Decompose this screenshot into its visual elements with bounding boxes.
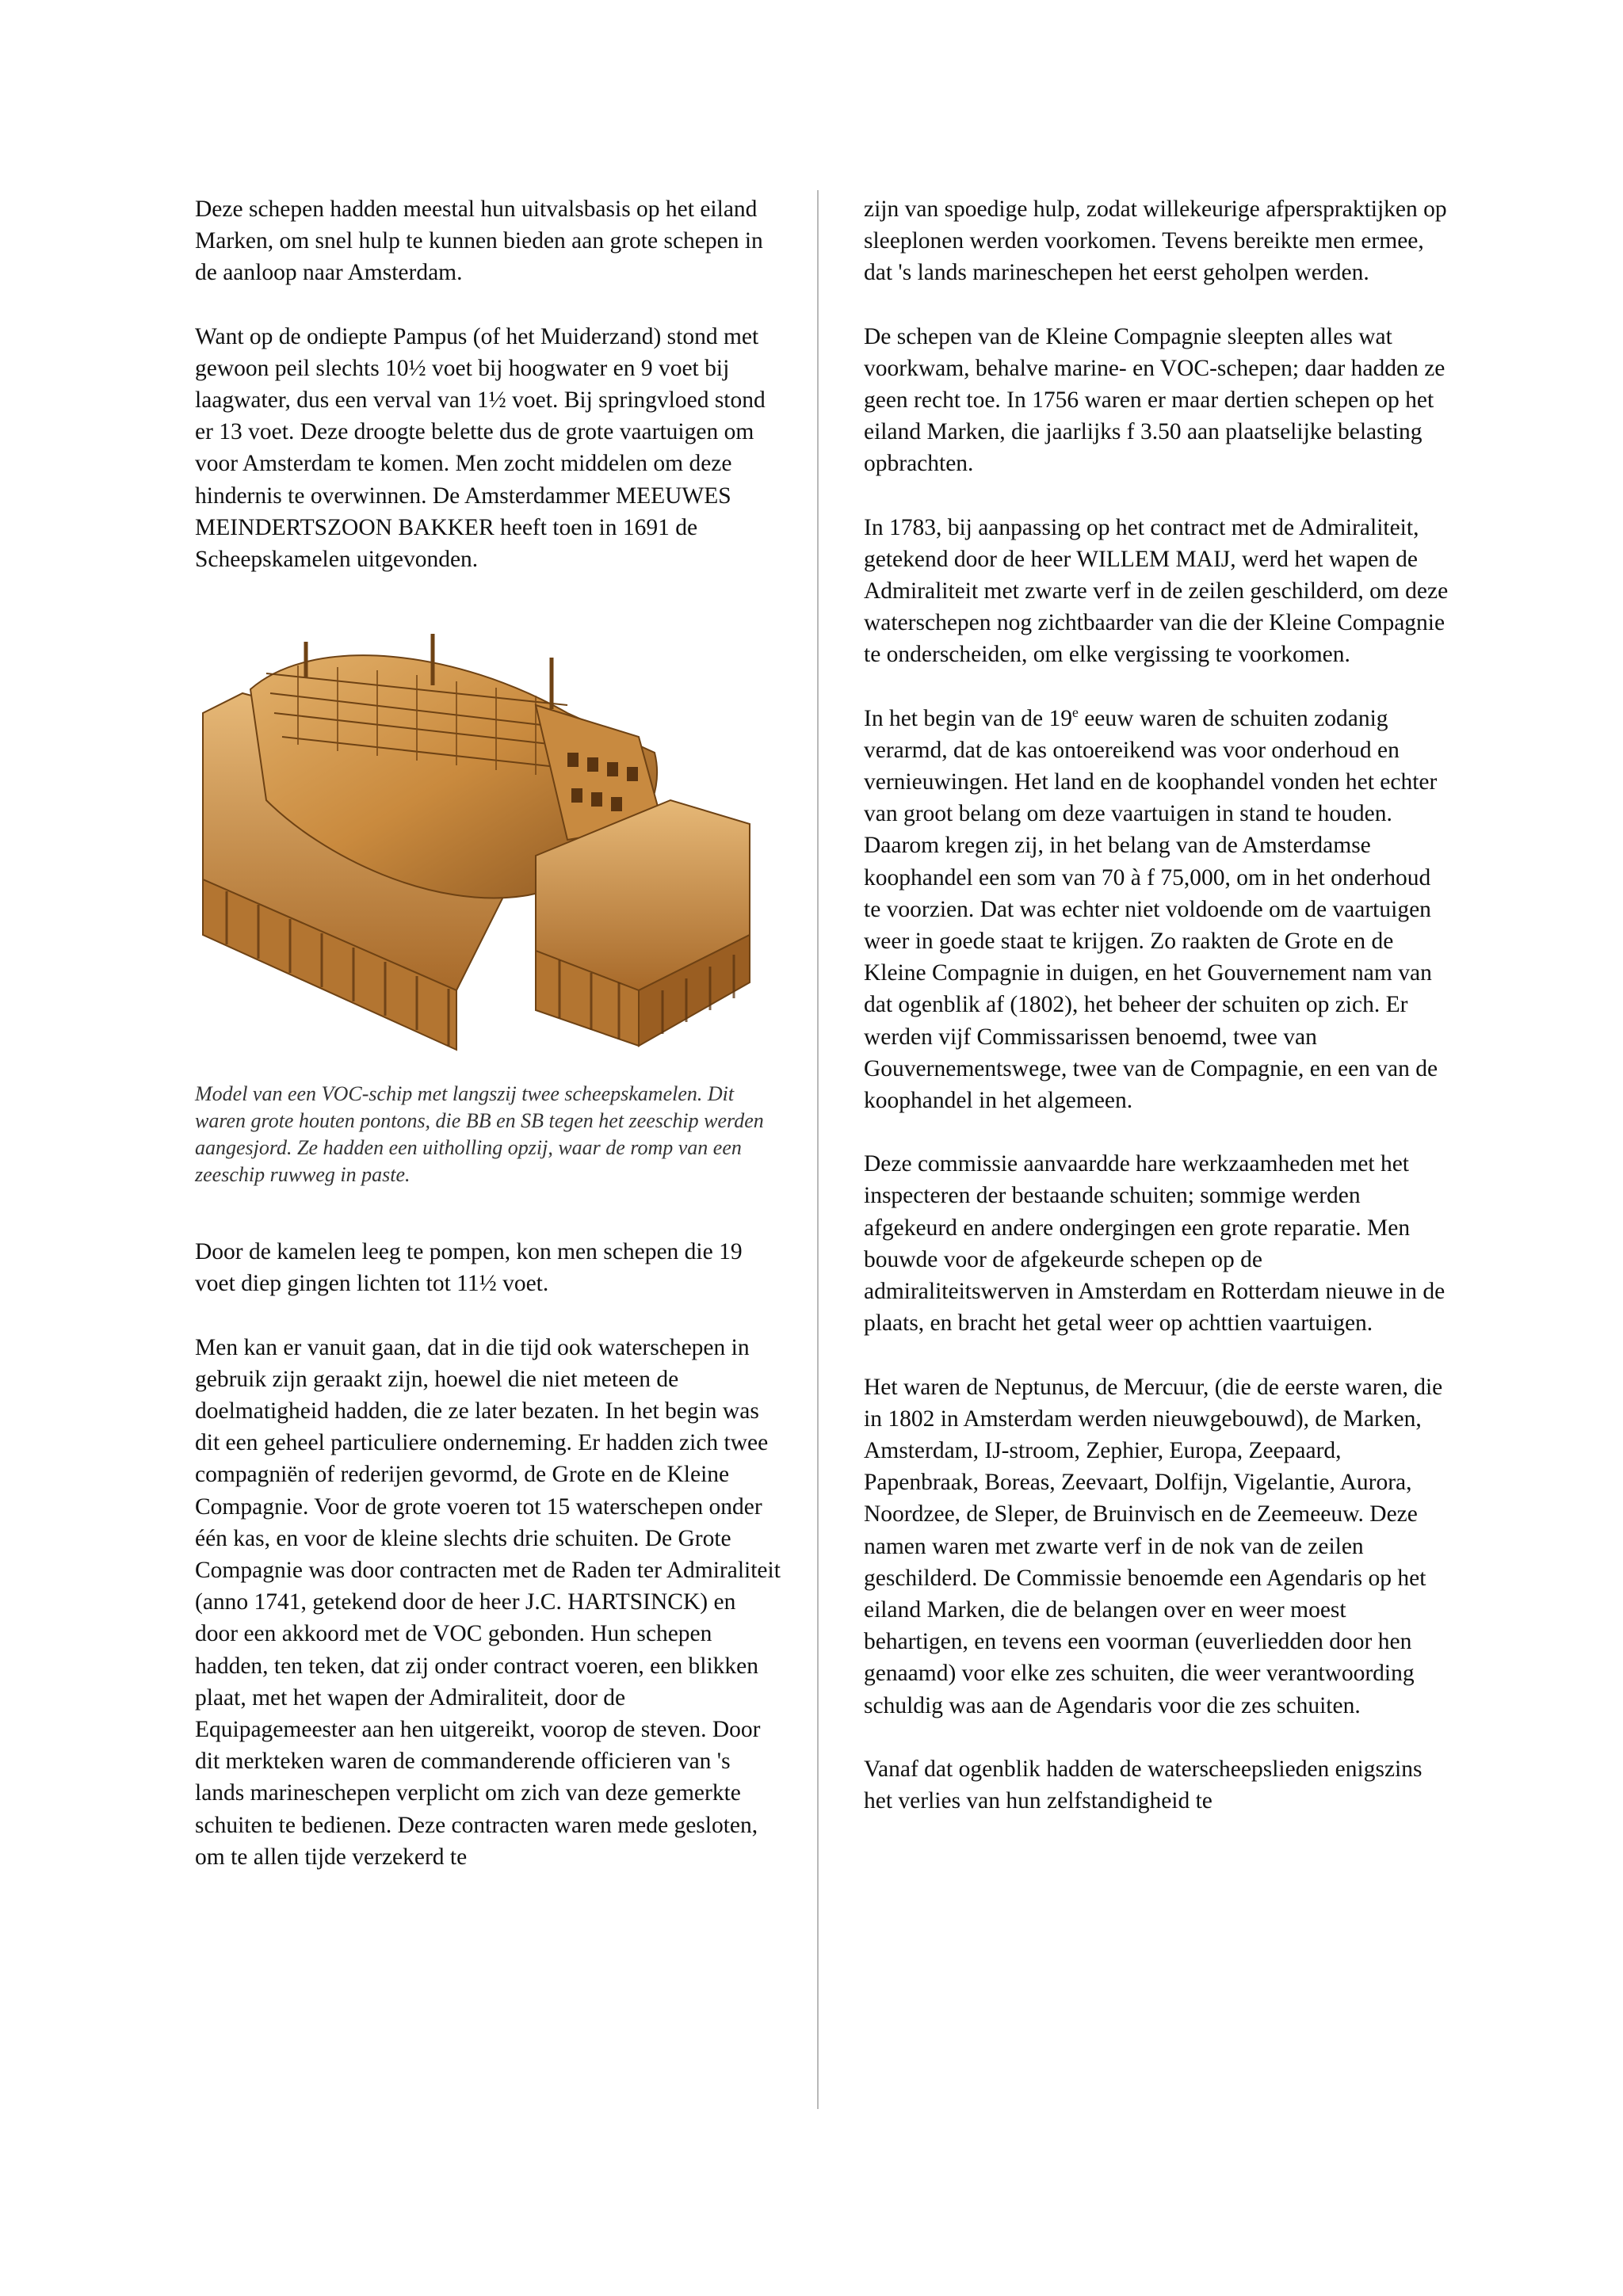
right-column <box>864 193 1450 1848</box>
paragraph: zijn van spoedige hulp, zodat willekeurige afperspraktijken op sleeplonen werden voorkomen. Tevens bereikte men ermee, dat 's lands marineschepen het eerst geholpen werden. <box>864 196 1447 286</box>
paragraph: Het waren de Neptunus, de Mercuur, (die de eerste waren, die in 1802 in Amsterdam werden nieuwgebouwd), de Marken, Amsterdam, IJ-stroom, Zephier, Europa, Zeepaard, Papenbraak, Boreas, Zeevaart, Dolfijn, Vigelantie, Aurora, Noordzee, de Sleper, de Bruinvisch en de Zeemeeuw. Deze namen waren met zwarte verf in de nok van de zeilen geschilderd. De Commissie benoemde een Agendaris op het eiland Marken, die de belangen over en weer moest behartigen, en tevens een voorman (euverliedden door hen genaamd) voor elke zes schuiten, die weer verantwoording schuldig was aan de Agendaris voor die zes schuiten. <box>864 1374 1443 1718</box>
ship-illustration <box>195 618 766 1062</box>
paragraph: Vanaf dat ogenblik hadden de waterscheepslieden enigszins het verlies van hun zelfstandigheid te <box>864 1756 1423 1814</box>
superscript: e <box>1071 704 1079 720</box>
paragraph: In 1783, bij aanpassing op het contract met de Admiraliteit, getekend door de heer WILLEM MAIJ, werd het wapen de Admiraliteit met zwarte verf in de zeilen geschilderd, om deze waterschepen nog zichtbaarder van die der Kleine Compagnie te onderscheiden, om elke vergissing te voorkomen. <box>864 514 1449 668</box>
paragraph: Deze commissie aanvaardde hare werkzaamheden met het inspecteren der bestaande schuiten; sommige werden afgekeurd en andere ondergingen een grote reparatie. Men bouwde voor de afgekeurde schepen op de admiraliteitswerven in Amsterdam en Rotterdam nieuwe in de plaats, en bracht het getal weer op achttien vaartuigen. <box>864 1151 1445 1337</box>
text-run: In het begin van de 19 <box>864 705 1072 731</box>
text-run: eeuw waren de schuiten zodanig verarmd, dat de kas ontoereikend was voor onderhoud en vernieuwingen. Het land en de koophandel vonden het echter van groot belang om deze vaartuigen in stand te houden. Daarom kregen zij, in het belang van de Amsterdamse koophandel een som van 70 à f 75,000, om in het onderhoud te voorzien. Dat was echter niet voldoende om de vaartuigen weer in goede staat te krijgen. Zo raakten de Grote en de Kleine Compagnie in duigen, en het Gouvernement nam van dat ogenblik af (1802), het beheer der schuiten op zich. Er werden vijf Commissarissen benoemd, twee van Gouvernementswege, twee van de Compagnie, en een van de koophandel in het algemeen. <box>864 705 1438 1114</box>
paragraph: Men kan er vanuit gaan, dat in die tijd ook waterschepen in gebruik zijn geraakt zijn, hoewel die niet meteen de doelmatigheid hadden, die ze later bezaten. In het begin was dit een geheel particuliere onderneming. Er hadden zich twee compagniën of rederijen gevormd, de Grote en de Kleine Compagnie. Voor de grote voeren tot 15 waterschepen onder één kas, en voor de kleine slechts drie schuiten. De Grote Compagnie was door contracten met de Raden ter Admiraliteit (anno 1741, getekend door de heer J.C. HARTSINCK) en door een akkoord met de VOC gebonden. Hun schepen hadden, ten teken, dat zij onder contract voeren, een blikken plaat, met het wapen der Admiraliteit, door de Equipagemeester aan hen uitgereikt, voorop de steven. Door dit merkteken waren de commanderende officieren van 's lands marineschepen verplicht om zich van deze gemerkte schuiten te bedienen. Deze contracten waren mede gesloten, om te allen tijde verzekerd te <box>195 1334 781 1870</box>
paragraph: Door de kamelen leeg te pompen, kon men schepen die 19 voet diep gingen lichten tot 11½ voet. <box>195 1239 743 1297</box>
image-caption: Model van een VOC-schip met langszij twee scheepskamelen. Dit waren grote houten pontons, die BB en SB tegen het zeeschip werden aangesjord. Ze hadden een uitholling opzij, waar de romp van een zeeschip ruwweg in paste. <box>195 1082 764 1187</box>
left-column <box>195 193 781 1905</box>
paragraph: Want op de ondiepte Pampus (of het Muiderzand) stond met gewoon peil slechts 10½ voet bij hoogwater en 9 voet bij laagwater, dus een verval van 1½ voet. Bij springvloed stond er 13 voet. Deze droogte belette dus de grote vaartuigen om voor Amsterdam te komen. Men zocht middelen om deze hindernis te overwinnen. De Amsterdammer MEEUWES MEINDERTSZOON BAKKER heeft toen in 1691 de Scheepskamelen uitgevonden. <box>195 323 766 573</box>
voc-ship-model-image <box>195 618 766 1062</box>
paragraph <box>864 703 1450 1117</box>
column-divider <box>817 190 819 2109</box>
paragraph: De schepen van de Kleine Compagnie sleepten alles wat voorkwam, behalve marine- en VOC-schepen; daar hadden ze geen recht toe. In 1756 waren er maar dertien schepen op het eiland Marken, die jaarlijks f 3.50 aan plaatselijke belasting opbrachten. <box>864 323 1445 477</box>
paragraph: Deze schepen hadden meestal hun uitvalsbasis op het eiland Marken, om snel hulp te kunnen bieden aan grote schepen in de aanloop naar Amsterdam. <box>195 196 763 286</box>
